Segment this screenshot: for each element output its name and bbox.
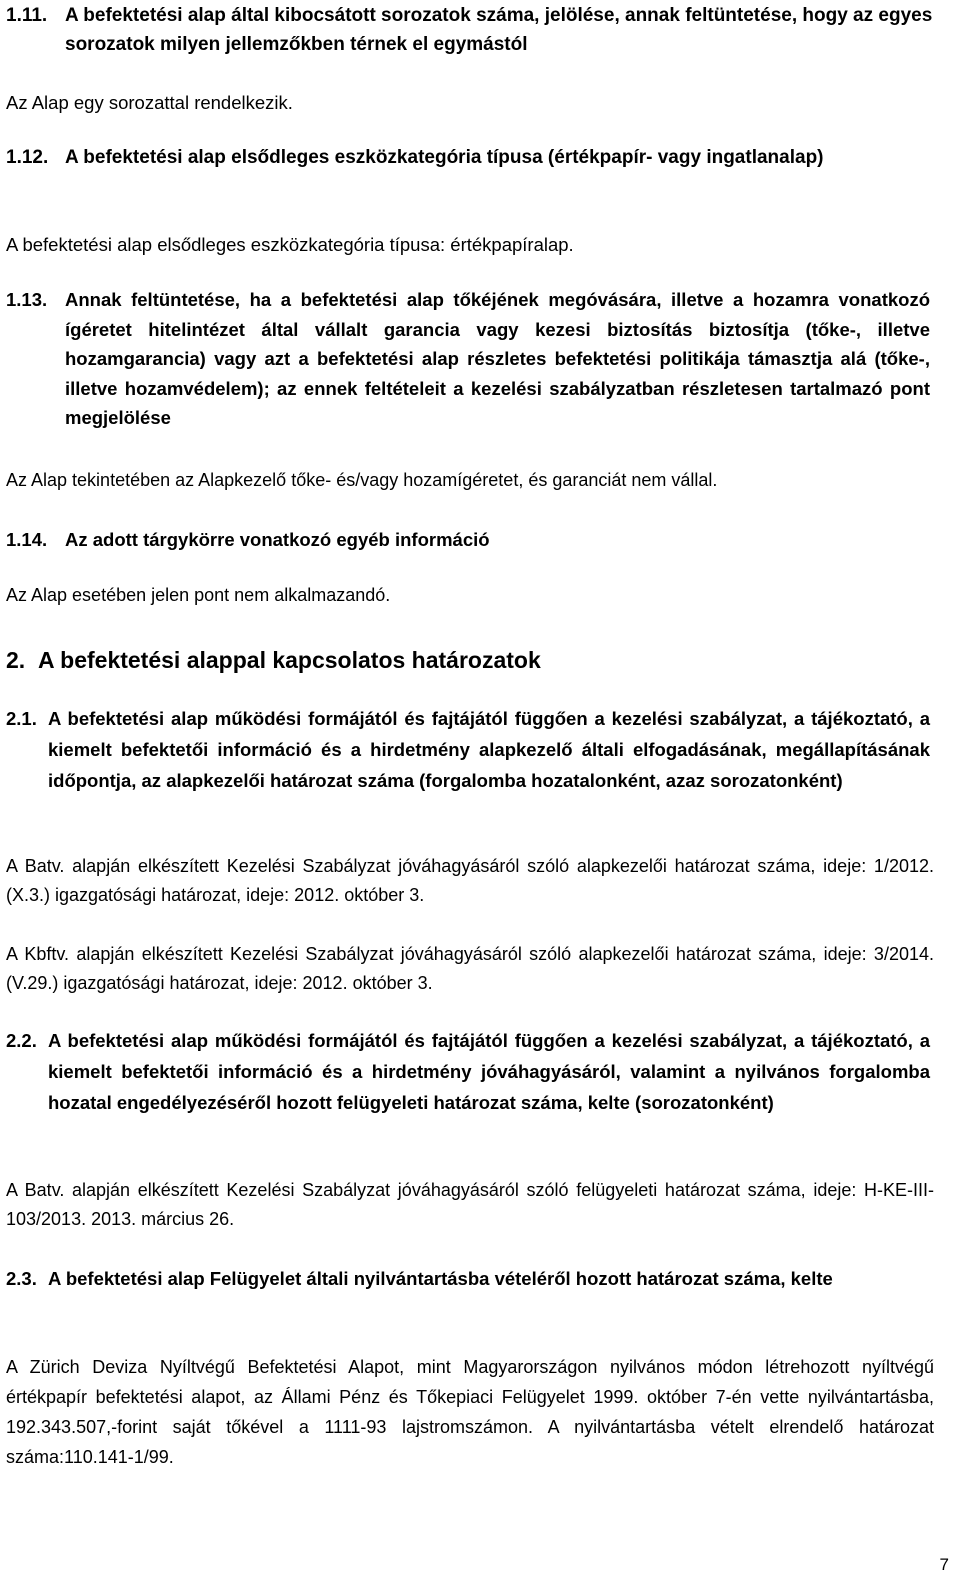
section-2-1-body-2: A Kbftv. alapján elkészített Kezelési Szabályzat jóváhagyásáról szóló alapkezelői határozat száma, ideje: 3/2014. (V.29.) igazgatósági határozat, ideje: 2012. október 3.	[6, 944, 934, 993]
section-2-2-body: A Batv. alapján elkészített Kezelési Szabályzat jóváhagyásáról szóló felügyeleti határozat száma, ideje: H-KE-III-103/2013. 2013. március 26.	[6, 1180, 934, 1229]
section-2-heading	[6, 643, 930, 679]
section-number: 1.11.	[6, 5, 48, 26]
section-number: 1.13.	[6, 289, 48, 310]
page-number: 7	[939, 1555, 949, 1574]
section-number: 1.14.	[6, 529, 48, 550]
section-number: 1.12.	[6, 147, 49, 168]
section-1-11-heading	[6, 1, 936, 59]
section-2-2-heading	[6, 1025, 930, 1149]
section-number: 2.3.	[6, 1268, 37, 1289]
section-title: A befektetési alap által kibocsátott sorozatok száma, jelölése, annak feltüntetése, hogy az egyes sorozatok milyen jellemzőkben térnek el egymástól	[65, 5, 933, 55]
section-2-1-heading	[6, 703, 930, 827]
section-2-1-body-1: A Batv. alapján elkészített Kezelési Szabályzat jóváhagyásáról szóló alapkezelői határozat száma, ideje: 1/2012. (X.3.) igazgatósági határozat, ideje: 2012. október 3.	[6, 856, 934, 905]
section-2-3-heading	[6, 1263, 930, 1325]
section-1-14-heading	[6, 525, 930, 555]
section-title: A befektetési alap elsődleges eszközkategória típusa (értékpapír- vagy ingatlanalap)	[65, 147, 824, 168]
section-title: A befektetési alap működési formájától és fajtájától függően a kezelési szabályzat, a tájékoztató, a kiemelt befektetői információ és a hirdetmény alapkezelő általi elfogadásának, megállapításának időpontja, az alapkezelői határozat száma (forgalomba hozatalonként, azaz sorozatonként)	[48, 708, 930, 791]
section-title: Annak feltüntetése, ha a befektetési alap tőkéjének megóvására, illetve a hozamra vonatkozó ígéretet hitelintézet által vállalt garancia vagy kezesi biztosítás biztosítja (tőke-, illetve hozamgarancia) vagy azt a befektetési alap részletes befektetési politikája támasztja alá (tőke-, illetve hozamvédelem); az ennek feltételeit a kezelési szabályzatban részletesen tartalmazó pont megjelölése	[65, 289, 930, 428]
section-1-13-body: Az Alap tekintetében az Alapkezelő tőke- és/vagy hozamígéretet, és garanciát nem vállal.	[6, 470, 718, 490]
section-1-13-heading	[6, 285, 930, 435]
section-number: 2.2.	[6, 1030, 37, 1051]
section-1-12-heading	[6, 143, 936, 205]
section-title: A befektetési alappal kapcsolatos határozatok	[38, 647, 541, 673]
section-title: A befektetési alap működési formájától és fajtájától függően a kezelési szabályzat, a tájékoztató, a kiemelt befektetői információ és a hirdetmény jóváhagyásáról, valamint a nyilvános forgalomba hozatal engedélyezéséről hozott felügyeleti határozat száma, kelte (sorozatonként)	[48, 1030, 930, 1113]
section-title: A befektetési alap Felügyelet általi nyilvántartásba vételéről hozott határozat száma, kelte	[48, 1268, 833, 1289]
section-2-3-body: A Zürich Deviza Nyíltvégű Befektetési Alapot, mint Magyarországon nyilvános módon létrehozott nyíltvégű értékpapír befektetési alapot, az Állami Pénz és Tőkepiaci Felügyelet 1999. október 7-én vette nyilvántartásba, 192.343.507,-forint saját tőkével a 1111-93 lajstromszámon. A nyilvántartásba vételt elrendelő határozat száma:110.141-1/99.	[6, 1357, 934, 1467]
section-number: 2.1.	[6, 708, 37, 729]
section-1-11-body: Az Alap egy sorozattal rendelkezik.	[6, 92, 293, 113]
section-1-12-body: A befektetési alap elsődleges eszközkategória típusa: értékpapíralap.	[6, 234, 574, 255]
section-number: 2.	[6, 647, 26, 673]
section-1-14-body: Az Alap esetében jelen pont nem alkalmazandó.	[6, 585, 391, 605]
section-title: Az adott tárgykörre vonatkozó egyéb információ	[65, 529, 490, 550]
